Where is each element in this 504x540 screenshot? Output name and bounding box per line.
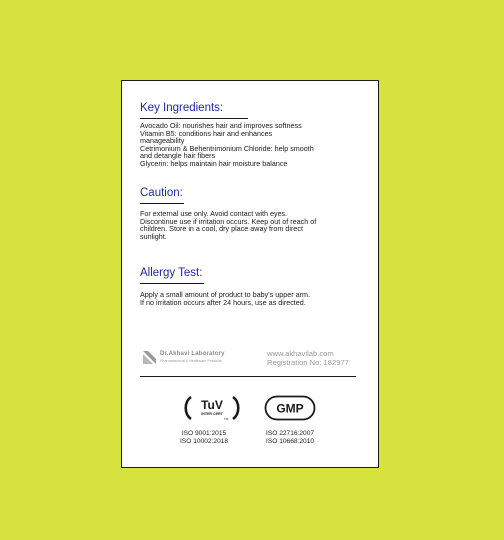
lab-logo-icon <box>142 350 157 365</box>
tuv-logo <box>184 395 240 426</box>
ingredient-line: Glycerin: helps maintain hair moisture balance <box>140 158 288 168</box>
key-ingredients-title: Key Ingredients: <box>140 102 224 114</box>
allergy-test-underline <box>140 283 204 284</box>
gmp-iso-list <box>266 430 314 446</box>
contact-block <box>267 349 349 367</box>
allergy-line: Apply a small amount of product to baby's upper arm. <box>140 290 310 299</box>
ingredient-line: Cetrimonium & Behentrimonium Chloride: help smooth <box>140 143 314 153</box>
svg-text:TM: TM <box>224 417 229 421</box>
allergy-test-title: Allergy Test: <box>140 267 203 279</box>
svg-text:INTER CERT: INTER CERT <box>201 412 223 416</box>
allergy-test-text <box>140 291 365 306</box>
caution-line: Discontinue use if irritation occurs. Keep out of reach of <box>140 216 317 226</box>
iso-standard: ISO 10668:2010 <box>266 437 315 445</box>
allergy-line: If no irritation occurs after 24 hours, use as directed. <box>140 297 306 307</box>
svg-text:GMP: GMP <box>276 401 304 416</box>
registration-number: Registration No: 182977 <box>267 358 349 367</box>
gmp-badge-icon <box>264 395 316 421</box>
svg-text:TuV: TuV <box>201 398 223 412</box>
caution-title: Caution: <box>140 187 183 199</box>
key-ingredients-underline <box>140 118 248 119</box>
brand-name: Dr.Akhavi Laboratory <box>160 351 225 357</box>
caution-text <box>140 210 365 240</box>
tuv-seal-icon <box>184 395 240 421</box>
caution-line: sunlight. <box>140 231 167 241</box>
caution-line: For external use only. Avoid contact with eyes. <box>140 209 288 218</box>
ingredient-line: and detangle hair fibers <box>140 151 216 161</box>
ingredient-line: Avocado Oil: nourishes hair and improves softness <box>140 121 302 130</box>
product-label-card <box>121 80 379 468</box>
caution-underline <box>140 203 184 204</box>
caution-line: children. Store in a cool, dry place away from direct <box>140 224 303 234</box>
footer-divider <box>140 376 356 377</box>
iso-standard: ISO 22716:2007 <box>266 430 315 437</box>
brand-block <box>142 350 252 366</box>
ingredient-line: manageability <box>140 136 185 146</box>
iso-standard: ISO 10002:2018 <box>180 437 229 445</box>
iso-standard: ISO 9001:2015 <box>181 430 227 437</box>
tuv-iso-list <box>180 430 228 446</box>
ingredient-line: Vitamin B5: conditions hair and enhances <box>140 128 273 138</box>
gmp-logo <box>264 395 316 426</box>
brand-tagline: Pharmaceutical & Healthcare Products <box>160 359 222 363</box>
website-text: www.akhavilab.com <box>267 349 334 358</box>
key-ingredients-text <box>140 122 365 168</box>
